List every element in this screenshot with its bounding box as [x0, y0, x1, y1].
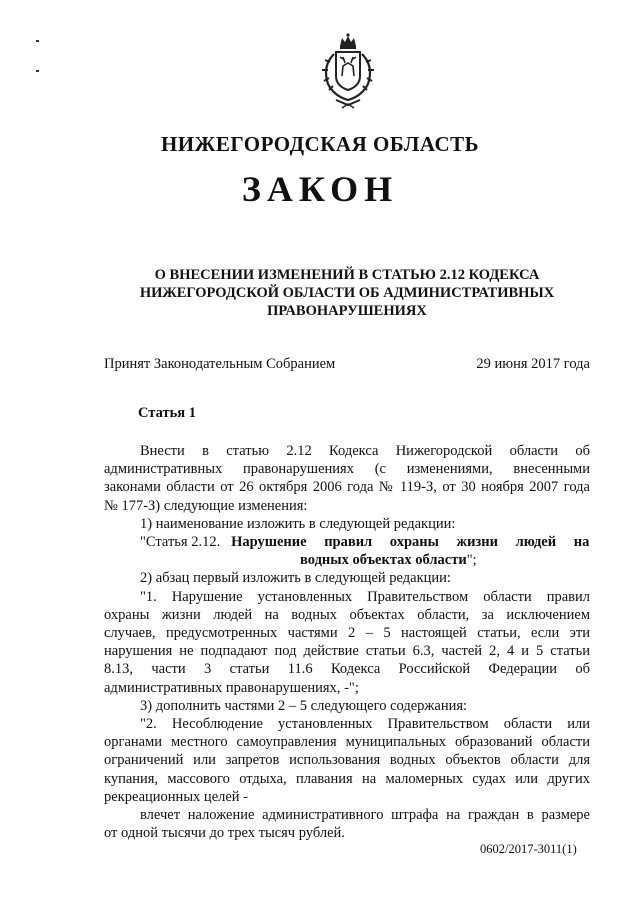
text-line: законами области от 26 октября 2006 года № 119-З, от 30 ноября 2007 года	[104, 479, 590, 496]
coat-of-arms-emblem	[312, 32, 384, 112]
text-line: нарушения не подпадают под действие статьи 6.3, частей 2, 4 и 5 статьи	[104, 643, 590, 660]
adopted-by: Принят Законодательным Собранием	[104, 356, 336, 372]
text-line: № 177-З) следующие изменения:	[104, 497, 308, 514]
text-line: влечет наложение административного штрафа на граждан в размере	[140, 807, 590, 824]
list-item: 1) наименование изложить в следующей редакции:	[140, 515, 456, 532]
law-heading	[104, 266, 590, 320]
text-line: административных правонарушениях, -";	[104, 679, 359, 696]
heading-line: О ВНЕСЕНИИ ИЗМЕНЕНИЙ В СТАТЬЮ 2.12 КОДЕКСА	[154, 267, 540, 283]
quoted-title	[104, 533, 590, 551]
region-title: НИЖЕГОРОДСКАЯ ОБЛАСТЬ	[160, 132, 480, 156]
text-line: 8.13, части 3 статьи 11.6 Кодекса Российской Федерации об	[104, 661, 590, 678]
adoption-line	[104, 356, 590, 373]
coat-of-arms-icon	[312, 32, 384, 112]
quoted-title-prefix: "Статья 2.12.	[140, 534, 221, 551]
heading-line: ПРАВОНАРУШЕНИЯХ	[267, 303, 427, 319]
list-item: 2) абзац первый изложить в следующей редакции:	[140, 570, 451, 587]
text-line: ограничений или запретов использования водных объектов области для	[104, 752, 590, 769]
quoted-title-suffix: ";	[466, 552, 477, 569]
quoted-title-bold: Нарушение правил охраны жизни людей на	[231, 534, 590, 551]
text-line: случаев, предусмотренных частями 2 – 5 настоящей статьи, если эти	[104, 625, 590, 642]
text-line: купания, массового отдыха, плавания на маломерных судах или других	[104, 770, 590, 787]
adopted-date: 29 июня 2017 года	[476, 356, 590, 372]
text-line: административных правонарушениях (с изменениями, внесенными	[104, 461, 590, 478]
text-line: "2. Несоблюдение установленных Правительством области или	[140, 716, 590, 733]
scan-margin-marks	[36, 40, 42, 80]
text-line: рекреационных целей -	[104, 788, 249, 805]
list-item: 3) дополнить частями 2 – 5 следующего содержания:	[140, 697, 468, 714]
text-line: охраны жизни людей на водных объектах области, за исключением	[104, 606, 590, 623]
quoted-title-cont	[104, 551, 590, 569]
text-line: органами местного самоуправления муниципальных образований области	[104, 734, 590, 751]
document-type: ЗАКОН	[241, 169, 399, 209]
text-line: "1. Нарушение установленных Правительством области правил	[140, 588, 590, 605]
text-line: от одной тысячи до трех тысяч рублей.	[104, 825, 345, 842]
text-line: Внести в статью 2.12 Кодекса Нижегородской области об	[140, 443, 590, 459]
quoted-title-bold: водных объектах области	[300, 552, 467, 569]
heading-line: НИЖЕГОРОДСКОЙ ОБЛАСТИ ОБ АДМИНИСТРАТИВНЫХ	[139, 285, 555, 301]
document-number: 0602/2017-3011(1)	[480, 842, 577, 856]
article-body	[104, 442, 590, 842]
article-title: Статья 1	[138, 405, 196, 421]
